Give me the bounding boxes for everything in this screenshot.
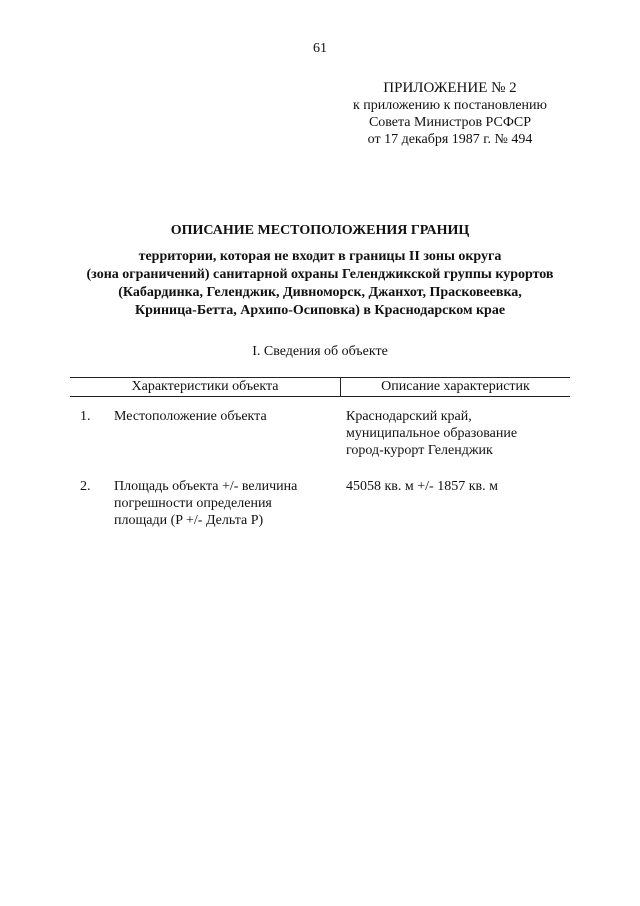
subtitle-line: (Кабардинка, Геленджик, Дивноморск, Джанхот, Прасковеевка, <box>118 285 522 300</box>
header-description: Описание характеристик <box>381 379 530 394</box>
section-title: I. Сведения об объекте <box>252 344 388 359</box>
appendix-line-3: Совета Министров РСФСР <box>368 115 532 130</box>
appendix-title: ПРИЛОЖЕНИЕ № 2 <box>383 80 517 96</box>
appendix-header <box>330 80 570 148</box>
characteristic-line: Местоположение объекта <box>114 409 267 424</box>
subtitle-line: территории, которая не входит в границы II зоны округа <box>138 249 502 264</box>
description-line: Краснодарский край, <box>346 409 472 424</box>
title-subtitle <box>60 248 580 320</box>
title-main: ОПИСАНИЕ МЕСТОПОЛОЖЕНИЯ ГРАНИЦ <box>170 223 470 238</box>
table-header <box>70 377 570 397</box>
object-info-table <box>70 377 570 528</box>
appendix-line-4: от 17 декабря 1987 г. № 494 <box>367 132 533 147</box>
description-line: 45058 кв. м +/- 1857 кв. м <box>346 479 498 494</box>
characteristic-line: погрешности определения <box>114 496 272 511</box>
appendix-line-2: к приложению к постановлению <box>353 98 547 113</box>
document-title <box>60 222 580 320</box>
page-number: 61 <box>313 41 327 56</box>
table-row <box>70 408 570 459</box>
row-characteristic <box>114 478 346 529</box>
characteristic-line: площади (P +/- Дельта P) <box>114 513 264 528</box>
table-row <box>70 478 570 529</box>
row-number: 2. <box>80 479 91 494</box>
subtitle-line: (зона ограничений) санитарной охраны Геленджикской группы курортов <box>86 267 554 282</box>
header-characteristics: Характеристики объекта <box>70 378 341 396</box>
row-characteristic <box>114 408 346 459</box>
row-number: 1. <box>80 409 91 424</box>
description-line: город-курорт Геленджик <box>346 443 493 458</box>
row-description <box>346 478 570 529</box>
subtitle-line: Криница-Бетта, Архипо-Осиповка) в Краснодарском крае <box>134 303 506 318</box>
characteristic-line: Площадь объекта +/- величина <box>114 479 298 494</box>
row-description <box>346 408 570 459</box>
description-line: муниципальное образование <box>346 426 518 441</box>
